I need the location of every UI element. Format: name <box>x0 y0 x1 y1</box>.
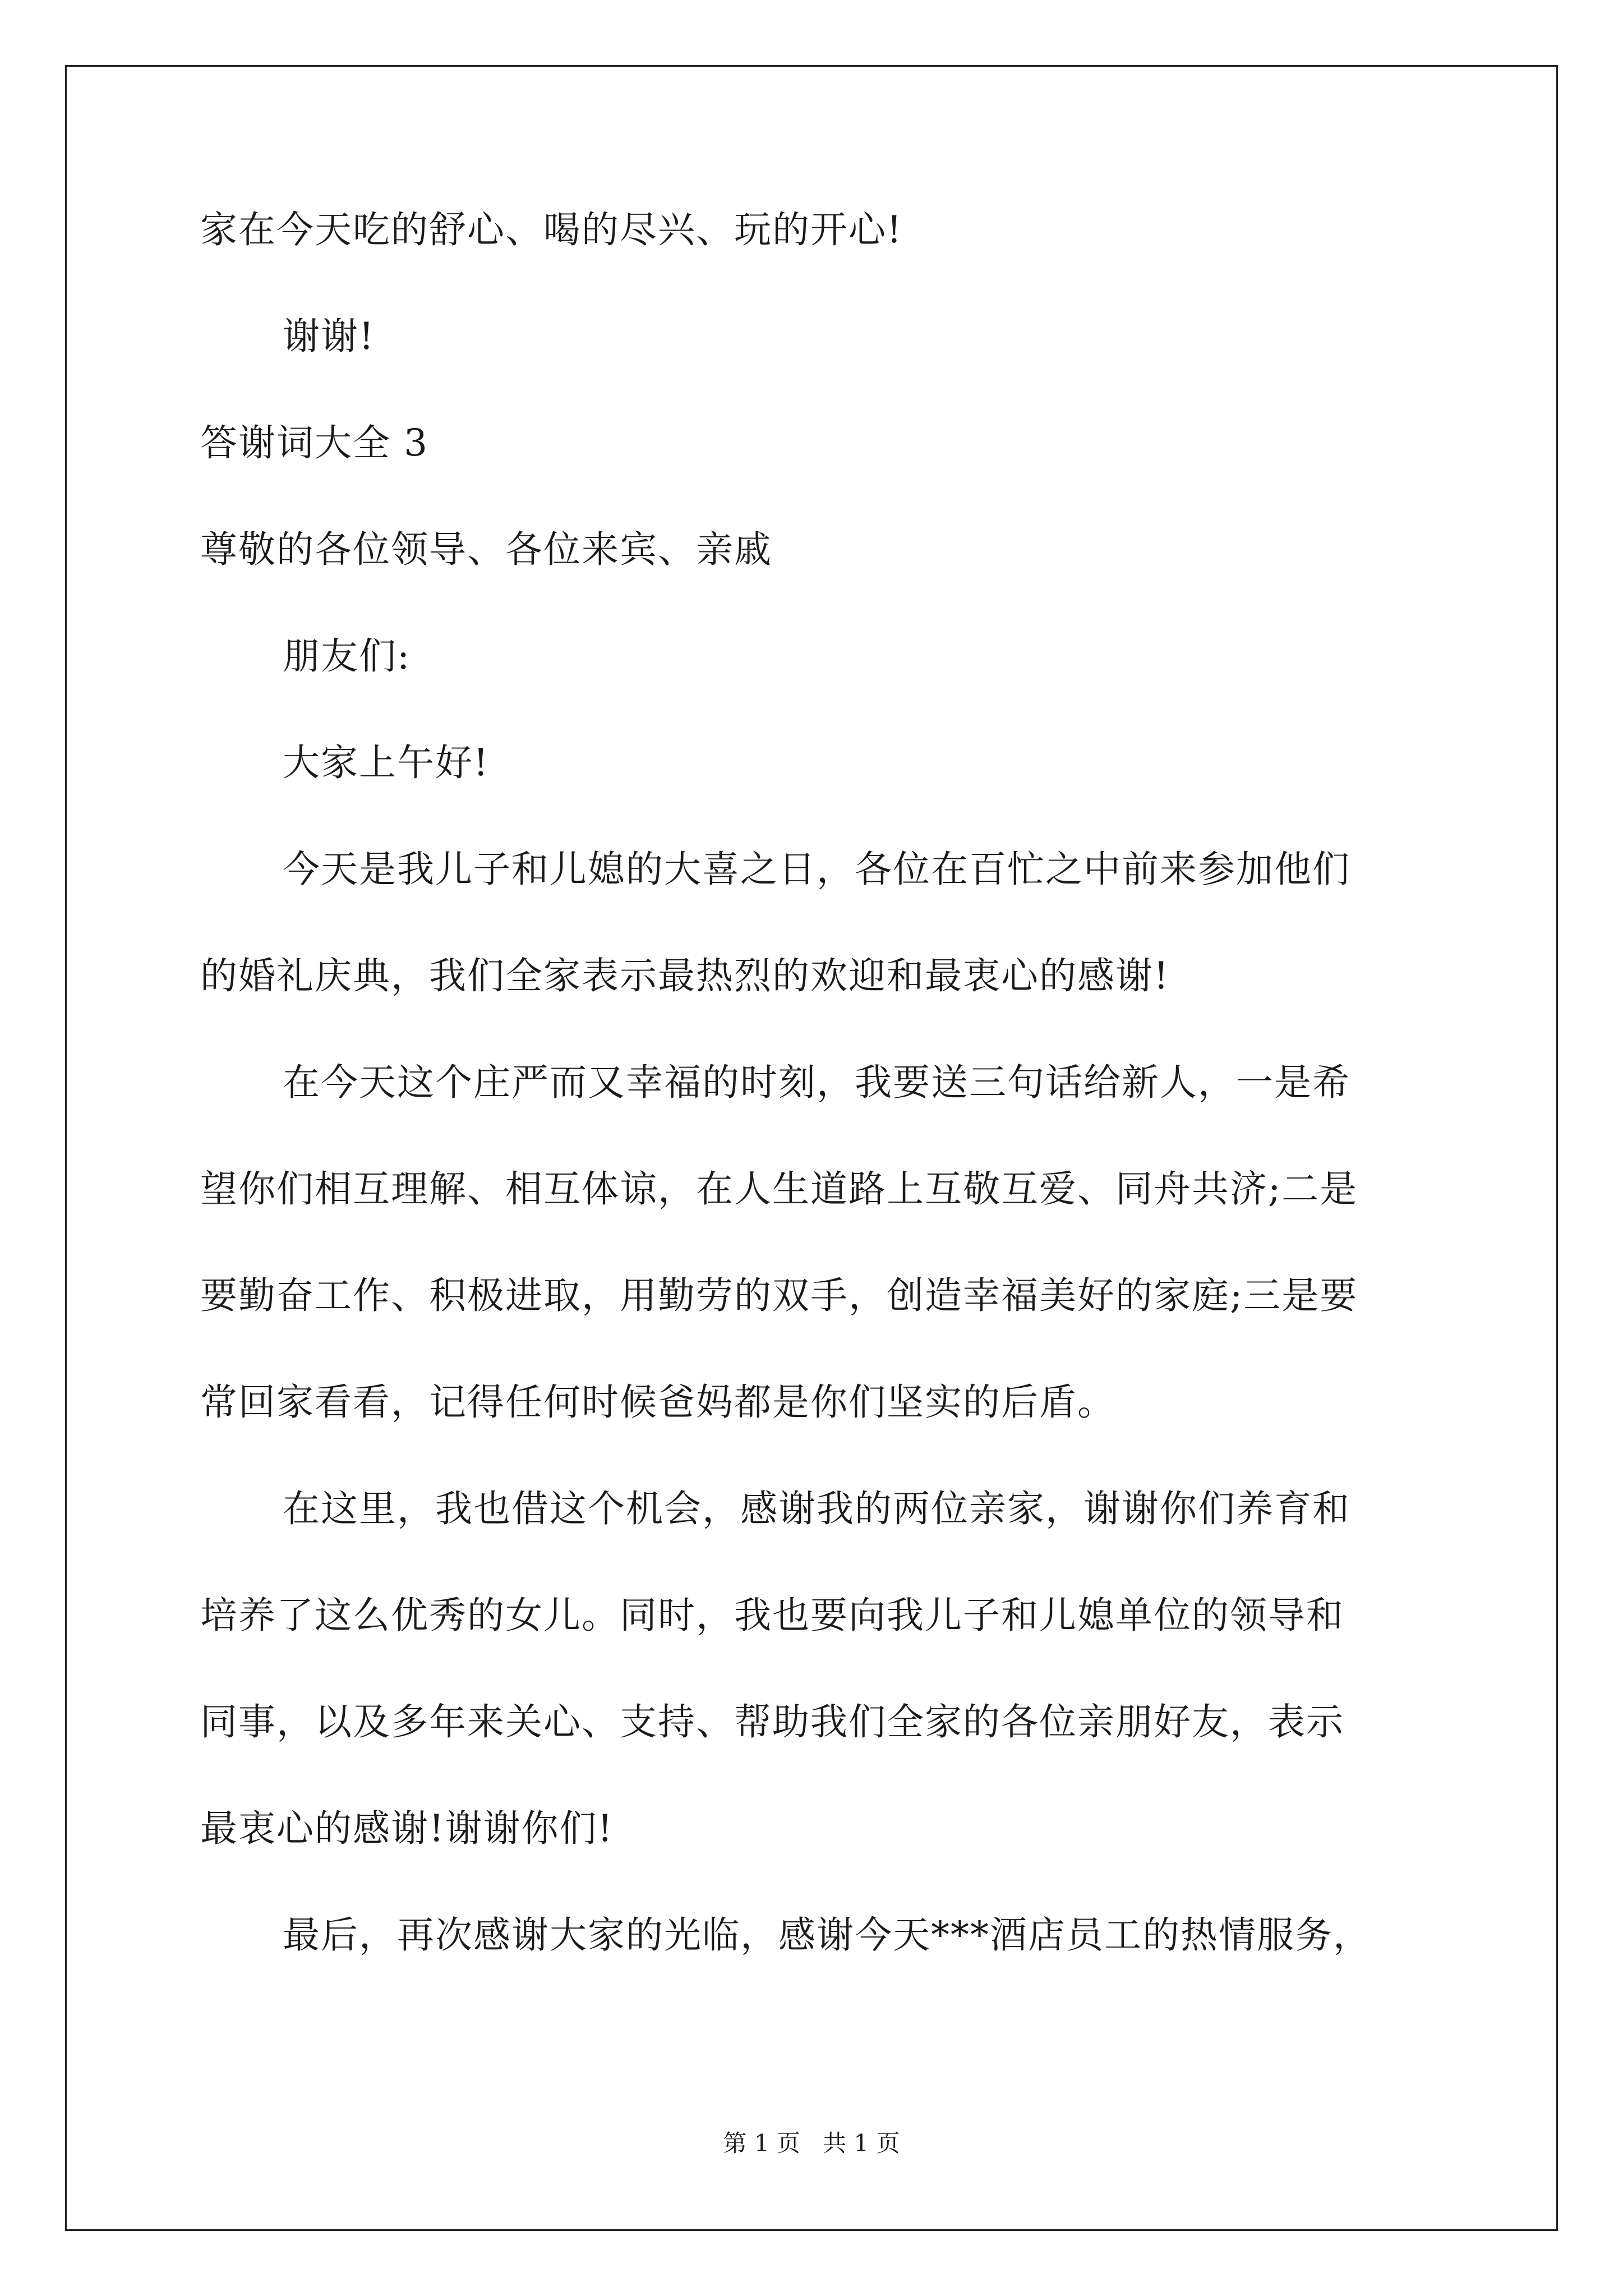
page-border <box>65 65 1558 2231</box>
greeting-line: 大家上午好! <box>283 741 490 784</box>
paragraph-line: 同事，以及多年来关心、支持、帮助我们全家的各位亲朋好友，表示 <box>200 1700 1344 1743</box>
paragraph-line: 要勤奋工作、积极进取，用勤劳的双手，创造幸福美好的家庭;三是要 <box>200 1274 1358 1317</box>
paragraph-line: 在今天这个庄严而又幸福的时刻，我要送三句话给新人，一是希 <box>283 1061 1350 1104</box>
salutation-line: 朋友们: <box>283 634 411 678</box>
paragraph-line: 谢谢! <box>283 315 375 358</box>
paragraph-line: 今天是我儿子和儿媳的大喜之日，各位在百忙之中前来参加他们 <box>283 848 1350 891</box>
paragraph-line: 望你们相互理解、相互体谅，在人生道路上互敬互爱、同舟共济;二是 <box>200 1167 1358 1211</box>
paragraph-line: 家在今天吃的舒心、喝的尽兴、玩的开心! <box>200 208 903 251</box>
section-heading: 答谢词大全 3 <box>200 421 428 464</box>
paragraph-line: 最衷心的感谢!谢谢你们! <box>200 1807 614 1850</box>
paragraph-line: 的婚礼庆典，我们全家表示最热烈的欢迎和最衷心的感谢! <box>200 954 1170 997</box>
salutation-line: 尊敬的各位领导、各位来宾、亲戚 <box>200 528 772 571</box>
paragraph-line: 培养了这么优秀的女儿。同时，我也要向我儿子和儿媳单位的领导和 <box>200 1594 1344 1637</box>
page-number-footer: 第 1 页 共 1 页 <box>723 2129 900 2157</box>
paragraph-line: 在这里，我也借这个机会，感谢我的两位亲家，谢谢你们养育和 <box>283 1487 1350 1530</box>
paragraph-line: 常回家看看，记得任何时候爸妈都是你们坚实的后盾。 <box>200 1381 1115 1424</box>
paragraph-line: 最后，再次感谢大家的光临，感谢今天***酒店员工的热情服务， <box>283 1913 1371 1957</box>
